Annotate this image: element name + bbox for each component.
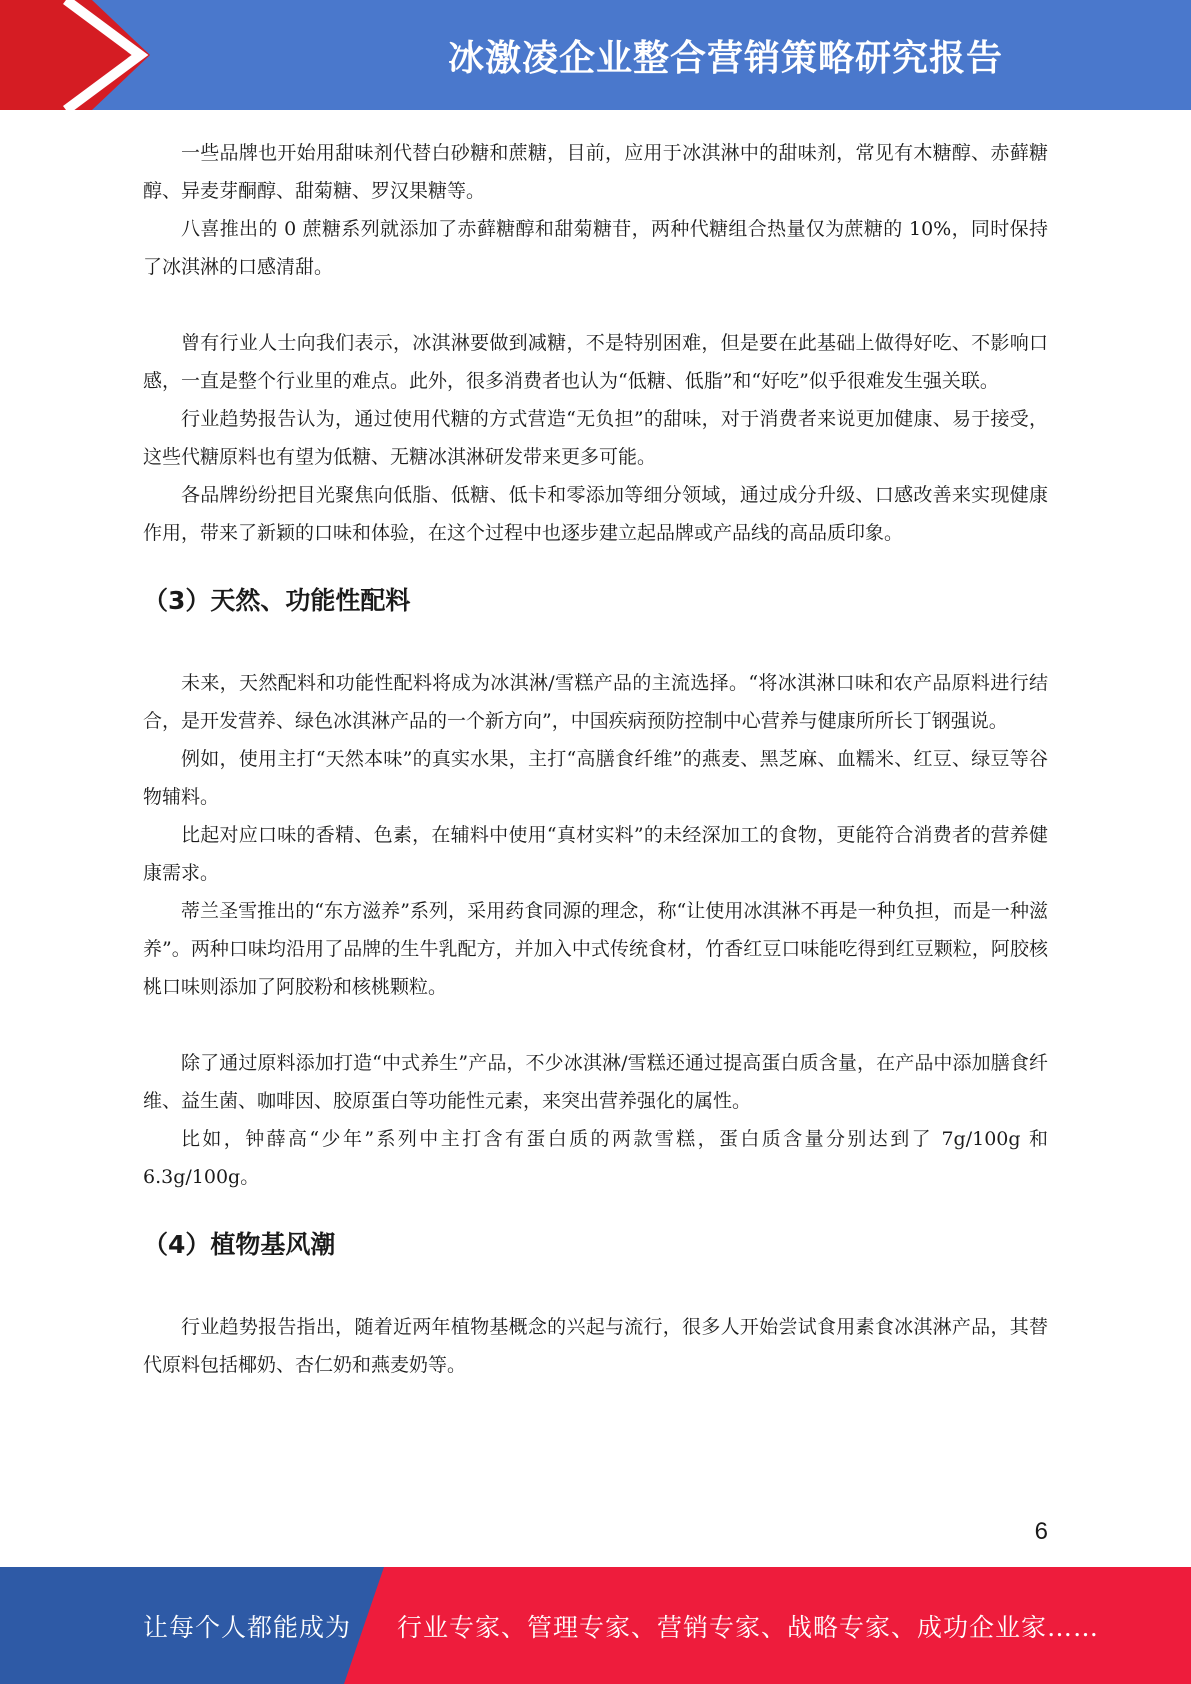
page-header: [0, 0, 1191, 110]
paragraph: 八喜推出的 0 蔗糖系列就添加了赤藓糖醇和甜菊糖苷，两种代糖组合热量仅为蔗糖的 10%，同时保持了冰淇淋的口感清甜。: [143, 218, 1048, 278]
header-red-arrow-decoration: [0, 0, 160, 110]
paragraph: 比如，钟薛高“少年”系列中主打含有蛋白质的两款雪糕，蛋白质含量分别达到了 7g/100g 和 6.3g/100g。: [143, 1128, 1048, 1188]
section-heading-4: （4）植物基风潮: [143, 1230, 336, 1259]
blank-line: [143, 552, 1048, 576]
paragraph: 一些品牌也开始用甜味剂代替白砂糖和蔗糖，目前，应用于冰淇淋中的甜味剂，常见有木糖醇、赤藓糖醇、异麦芽酮醇、甜菊糖、罗汉果糖等。: [143, 142, 1048, 202]
section-heading-3: （3）天然、功能性配料: [143, 586, 411, 615]
document-body: [143, 134, 1048, 1384]
blank-line: [143, 1270, 1048, 1308]
page-footer: [0, 1567, 1191, 1684]
blank-line: [143, 1006, 1048, 1044]
paragraph: 行业趋势报告指出，随着近两年植物基概念的兴起与流行，很多人开始尝试食用素食冰淇淋产品，其替代原料包括椰奶、杏仁奶和燕麦奶等。: [143, 1316, 1048, 1376]
footer-slogan-left: 让每个人都能成为: [143, 1612, 352, 1642]
paragraph: 例如，使用主打“天然本味”的真实水果，主打“高膳食纤维”的燕麦、黑芝麻、血糯米、红豆、绿豆等谷物辅料。: [143, 748, 1048, 808]
paragraph: 蒂兰圣雪推出的“东方滋养”系列，采用药食同源的理念，称“让使用冰淇淋不再是一种负担，而是一种滋养”。两种口味均沿用了品牌的生牛乳配方，并加入中式传统食材，竹香红豆口味能吃得到红豆颗粒，阿胶核桃口味则添加了阿胶粉和核桃颗粒。: [143, 900, 1048, 998]
paragraph: 除了通过原料添加打造“中式养生”产品，不少冰淇淋/雪糕还通过提高蛋白质含量，在产品中添加膳食纤维、益生菌、咖啡因、胶原蛋白等功能性元素，来突出营养强化的属性。: [143, 1052, 1048, 1112]
paragraph: 曾有行业人士向我们表示，冰淇淋要做到减糖，不是特别困难，但是要在此基础上做得好吃、不影响口感，一直是整个行业里的难点。此外，很多消费者也认为“低糖、低脂”和“好吃”似乎很难发生强关联。: [143, 332, 1048, 392]
page-number: 6: [1034, 1518, 1048, 1545]
paragraph: 行业趋势报告认为，通过使用代糖的方式营造“无负担”的甜味，对于消费者来说更加健康、易于接受，这些代糖原料也有望为低糖、无糖冰淇淋研发带来更多可能。: [143, 408, 1048, 468]
blank-line: [143, 626, 1048, 664]
report-title: 冰激凌企业整合营销策略研究报告: [447, 37, 1003, 79]
blank-line: [143, 286, 1048, 324]
paragraph: 未来，天然配料和功能性配料将成为冰淇淋/雪糕产品的主流选择。“将冰淇淋口味和农产品原料进行结合，是开发营养、绿色冰淇淋产品的一个新方向”，中国疾病预防控制中心营养与健康所所长丁钢强说。: [143, 672, 1048, 732]
footer-slogan-right: 行业专家、管理专家、营销专家、战略专家、成功企业家……: [397, 1612, 1100, 1642]
paragraph: 各品牌纷纷把目光聚焦向低脂、低糖、低卡和零添加等细分领域，通过成分升级、口感改善来实现健康作用，带来了新颖的口味和体验，在这个过程中也逐步建立起品牌或产品线的高品质印象。: [143, 484, 1048, 544]
paragraph: 比起对应口味的香精、色素，在辅料中使用“真材实料”的未经深加工的食物，更能符合消费者的营养健康需求。: [143, 824, 1048, 884]
blank-line: [143, 1196, 1048, 1220]
